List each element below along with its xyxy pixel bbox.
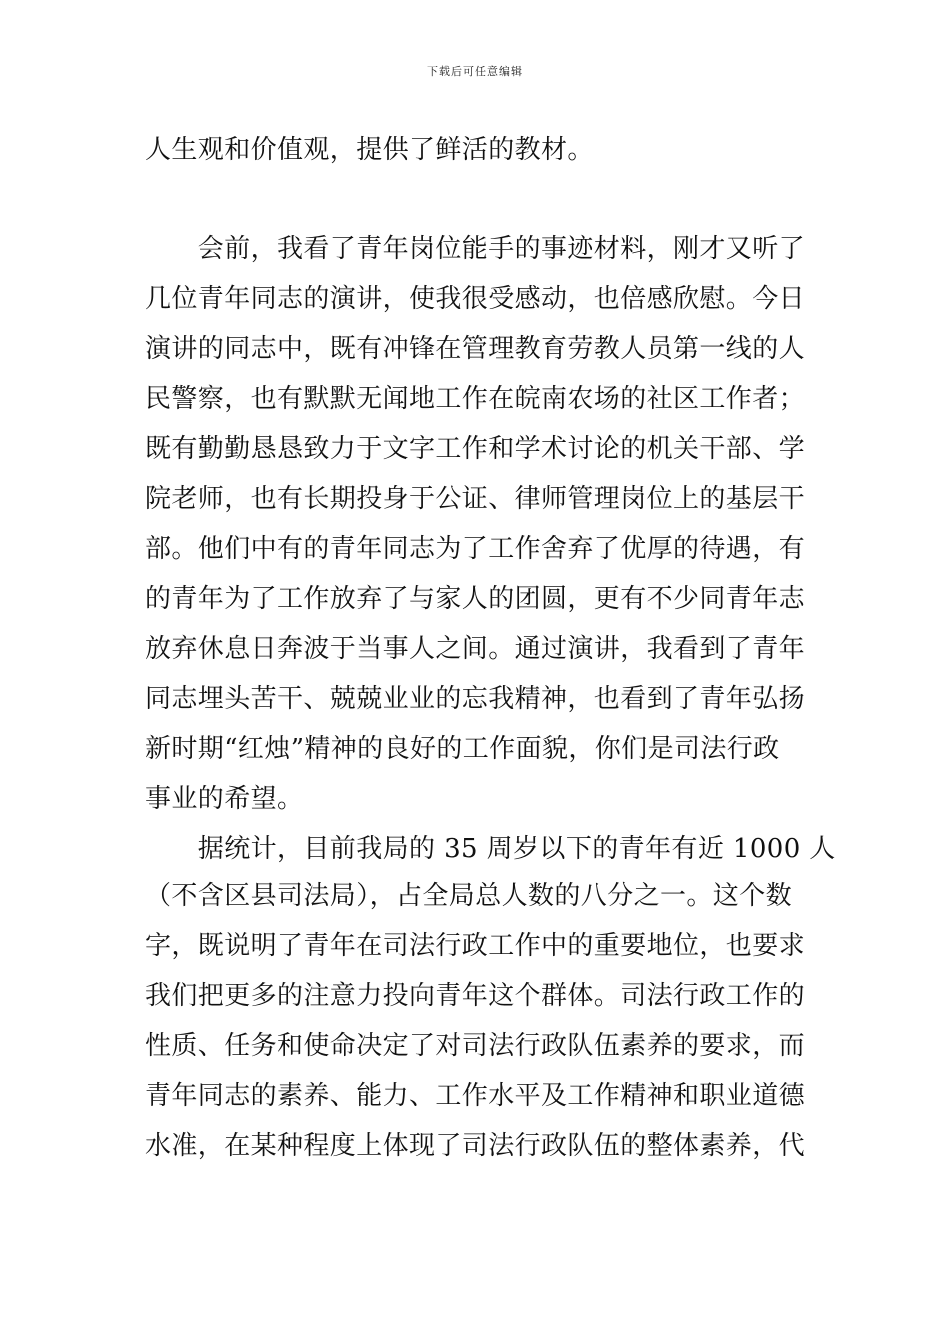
text-line: 既有勤勤恳恳致力于文字工作和学术讨论的机关干部、学: [145, 434, 806, 464]
text-line: 院老师，也有长期投身于公证、律师管理岗位上的基层干: [145, 484, 806, 514]
text-line: 我们把更多的注意力投向青年这个群体。司法行政工作的: [145, 981, 806, 1011]
text-line: 放弃休息日奔波于当事人之间。通过演讲，我看到了青年: [145, 634, 806, 664]
text-line: 青年同志的素养、能力、工作水平及工作精神和职业道德: [145, 1081, 806, 1111]
text-line: 同志埋头苦干、兢兢业业的忘我精神，也看到了青年弘扬: [145, 684, 806, 714]
text-line: 几位青年同志的演讲，使我很受感动，也倍感欣慰。今日: [145, 284, 806, 314]
text-line: 会前，我看了青年岗位能手的事迹材料，刚才又听了: [145, 234, 806, 264]
text-line: 据统计，目前我局的 35 周岁以下的青年有近 1000 人: [145, 834, 836, 864]
text-line: 性质、任务和使命决定了对司法行政队伍素养的要求，而: [145, 1031, 806, 1061]
text-line: （不含区县司法局），占全局总人数的八分之一。这个数: [145, 881, 793, 911]
text-line: 事业的希望。: [145, 784, 304, 814]
text-line: 字，既说明了青年在司法行政工作中的重要地位，也要求: [145, 931, 806, 961]
text-line: 演讲的同志中，既有冲锋在管理教育劳教人员第一线的人: [145, 334, 806, 364]
page-header: 下载后可任意编辑: [427, 65, 523, 78]
text-line: 水准，在某种程度上体现了司法行政队伍的整体素养，代: [145, 1131, 806, 1161]
text-line: [145, 1173, 815, 1219]
text-line: 的青年为了工作放弃了与家人的团圆，更有不少同青年志: [145, 584, 806, 614]
text-line: 新时期“红烛”精神的良好的工作面貌，你们是司法行政: [145, 734, 780, 764]
text-line: 人生观和价值观，提供了鲜活的教材。: [145, 135, 594, 165]
text-line: 部。他们中有的青年同志为了工作舍弃了优厚的待遇，有: [145, 534, 806, 564]
text-line: 民警察，也有默默无闻地工作在皖南农场的社区工作者；: [145, 384, 806, 414]
